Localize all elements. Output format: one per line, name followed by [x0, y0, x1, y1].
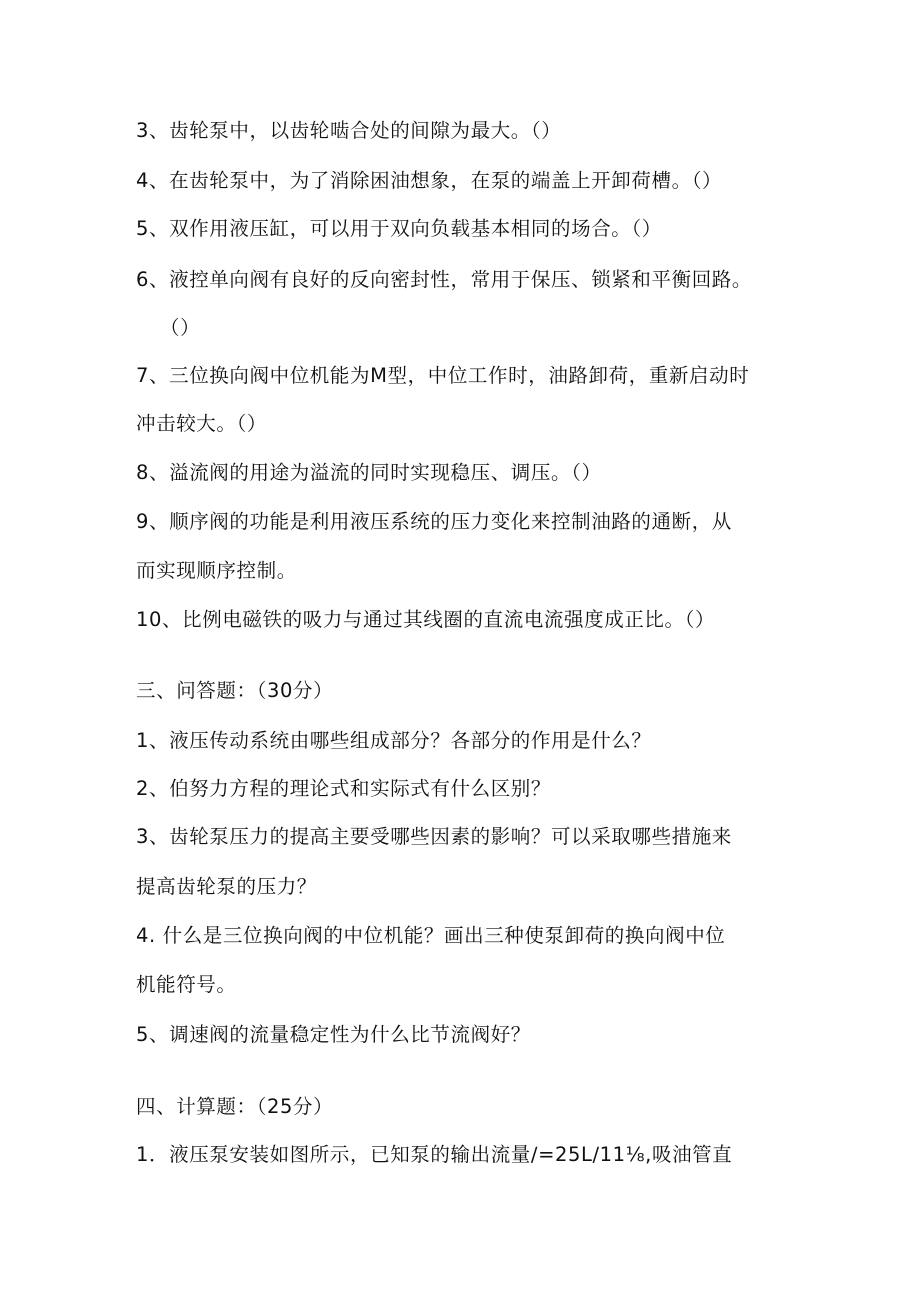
qa-question-1: 1、液压传动系统由哪些组成部分？各部分的作用是什么？ [136, 729, 652, 752]
qa-question-2: 2、伯努力方程的理论式和实际式有什么区别？ [136, 777, 552, 800]
section-heading-calc: 四、计算题：（25分） [136, 1095, 334, 1118]
qa-question-4-cont: 机能符号。 [136, 973, 237, 996]
qa-question-4: 4. 什么是三位换向阀的中位机能？画出三种使泵卸荷的换向阀中位 [136, 924, 726, 947]
calc-question-1: 1．液压泵安装如图所示，已知泵的输出流量∕=25L∕11⅛,吸油管直 [136, 1143, 733, 1166]
tf-question-6-answer: （） [160, 316, 201, 339]
tf-question-5: 5、双作用液压缸，可以用于双向负载基本相同的场合。（） [136, 217, 662, 240]
qa-question-5: 5、调速阀的流量稳定性为什么比节流阀好？ [136, 1023, 531, 1046]
qa-question-3-cont: 提高齿轮泵的压力？ [136, 875, 317, 898]
tf-question-8: 8、溢流阀的用途为溢流的同时实现稳压、调压。（） [136, 461, 602, 484]
tf-question-9: 9、顺序阀的功能是利用液压系统的压力变化来控制油路的通断，从 [136, 510, 732, 533]
tf-question-7-cont: 冲击较大。（） [136, 412, 267, 435]
tf-question-9-cont: 而实现顺序控制。 [136, 559, 297, 582]
qa-question-3: 3、齿轮泵压力的提高主要受哪些因素的影响？可以采取哪些措施来 [136, 825, 732, 848]
tf-question-7: 7、三位换向阀中位机能为M型，中位工作时，油路卸荷，重新启动时 [136, 364, 750, 387]
tf-question-6: 6、液控单向阀有良好的反向密封性，常用于保压、锁紧和平衡回路。 [136, 268, 753, 291]
tf-question-10: 10、比例电磁铁的吸力与通过其线圈的直流电流强度成正比。（） [136, 608, 716, 631]
section-heading-qa: 三、问答题：（30分） [136, 679, 334, 702]
tf-question-4: 4、在齿轮泵中，为了消除困油想象，在泵的端盖上开卸荷槽。（） [136, 169, 723, 192]
tf-question-3: 3、齿轮泵中，以齿轮啮合处的间隙为最大。（） [136, 119, 562, 142]
